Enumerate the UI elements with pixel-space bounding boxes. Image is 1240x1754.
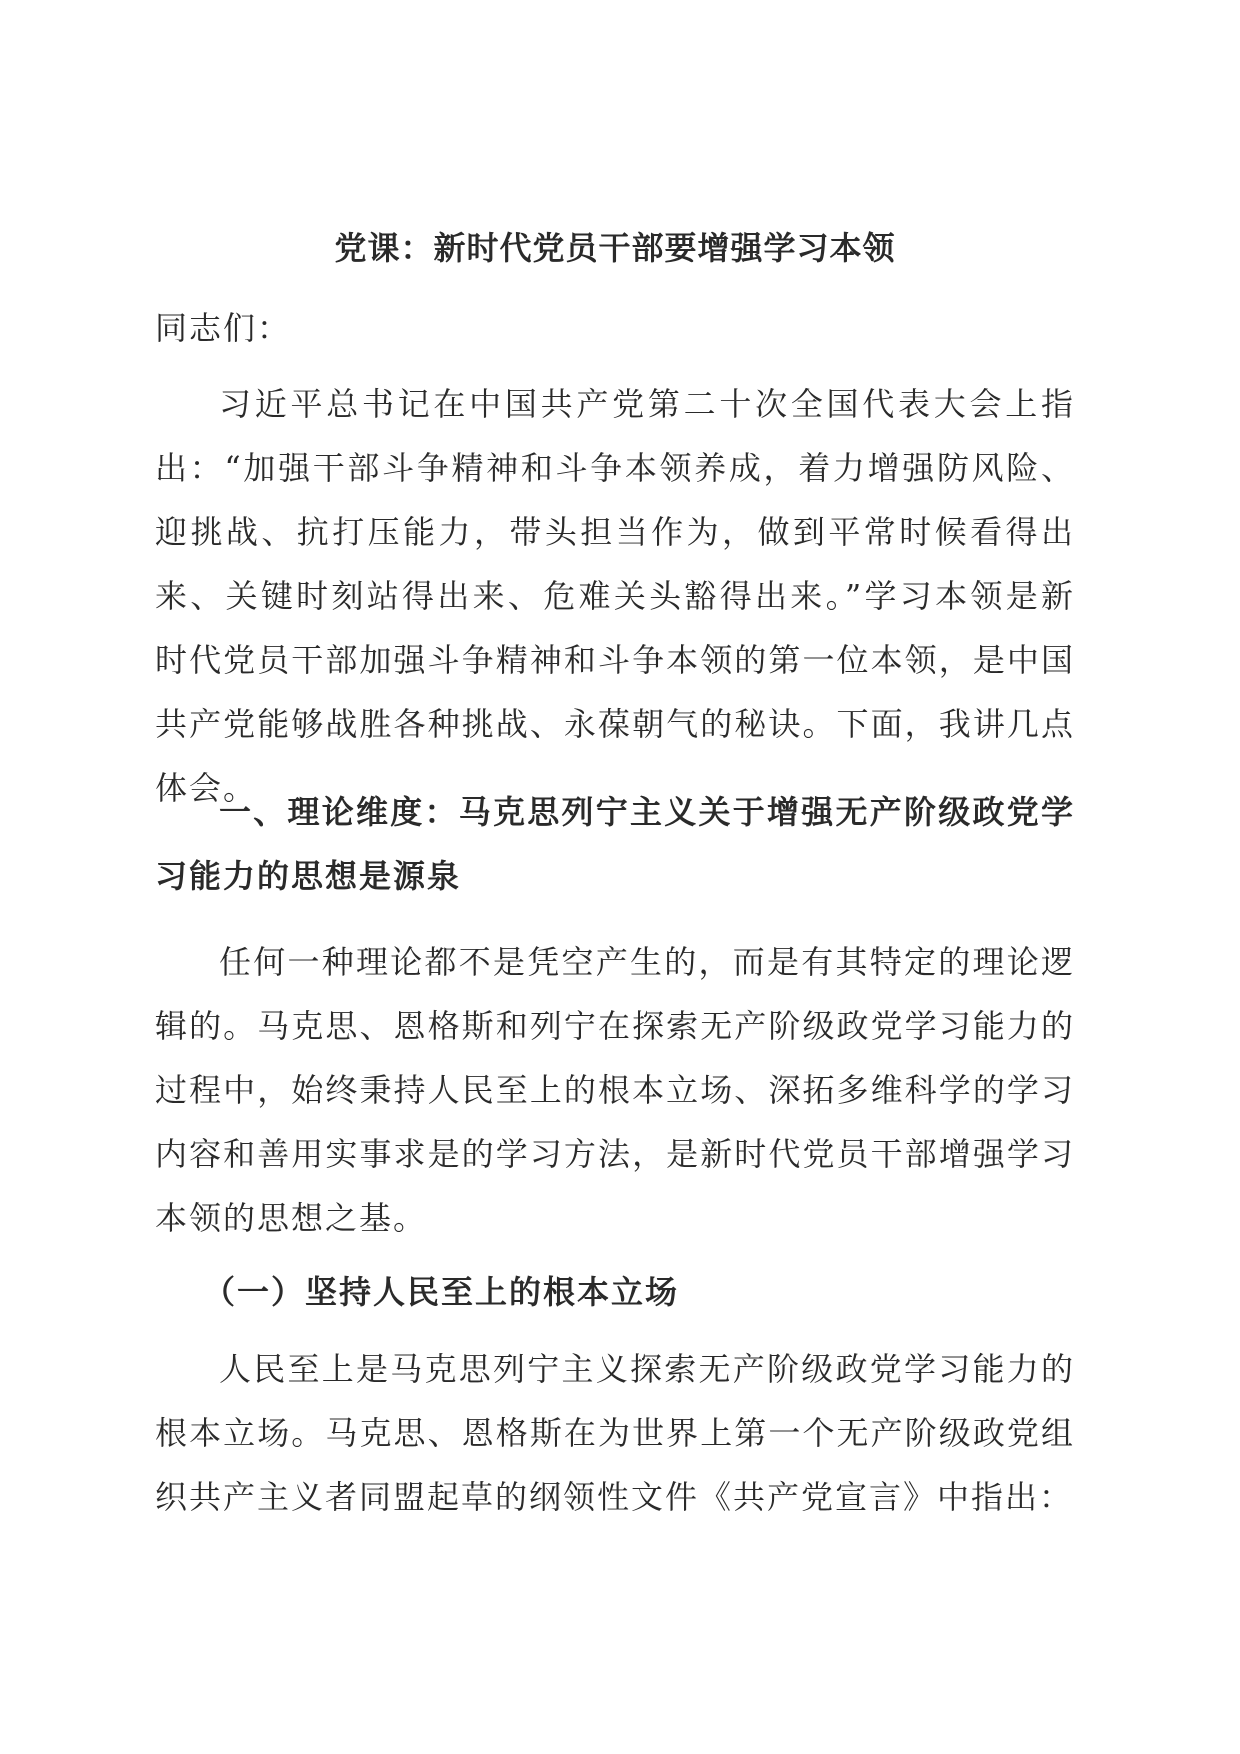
document-title: 党课：新时代党员干部要增强学习本领 [334, 229, 896, 267]
section-1-paragraph: 任何一种理论都不是凭空产生的，而是有其特定的理论逻辑的。马克思、恩格斯和列宁在探索无产阶级政党学习能力的过程中，始终秉持人民至上的根本立场、深拓多维科学的学习内容和善用实事求是的学习方法，是新时代党员干部增强学习本领的思想之基。 [155, 943, 1075, 1237]
greeting: 同志们： [155, 309, 292, 347]
subsection-1-heading: （一）坚持人民至上的根本立场 [203, 1273, 680, 1311]
subsection-1-paragraph: 人民至上是马克思列宁主义探索无产阶级政党学习能力的根本立场。马克思、恩格斯在为世界上第一个无产阶级政党组织共产主义者同盟起草的纲领性文件《共产党宣言》中指出： [155, 1350, 1075, 1516]
section-1-heading: 一、理论维度：马克思列宁主义关于增强无产阶级政党学习能力的思想是源泉 [155, 793, 1075, 895]
intro-paragraph: 习近平总书记在中国共产党第二十次全国代表大会上指出：“加强干部斗争精神和斗争本领养成，着力增强防风险、迎挑战、抗打压能力，带头担当作为，做到平常时候看得出来、关键时刻站得出来、危难关头豁得出来。”学习本领是新时代党员干部加强斗争精神和斗争本领的第一位本领，是中国共产党能够战胜各种挑战、永葆朝气的秘诀。下面，我讲几点体会。 [155, 385, 1075, 807]
